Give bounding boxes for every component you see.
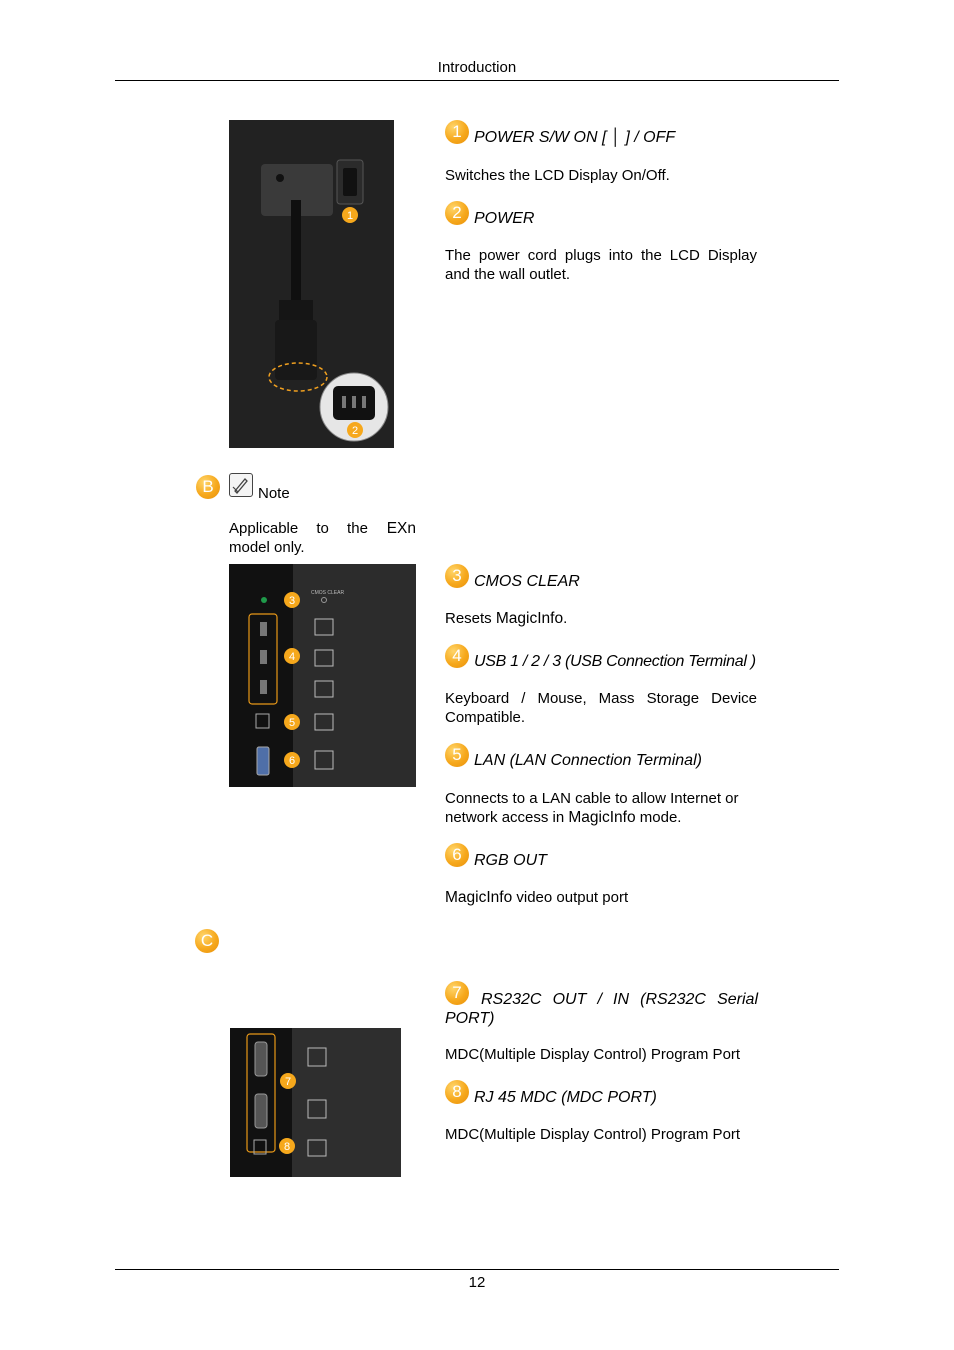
section-b-marker — [196, 475, 220, 499]
number-badge-7: 7 — [445, 981, 469, 1005]
item-5 — [445, 743, 469, 767]
note-label: Note — [258, 485, 290, 502]
exn-panel-photo — [229, 564, 416, 787]
item-3-desc — [445, 609, 757, 628]
item-4-title: USB 1 / 2 / 3 (USB Connection Terminal ) — [474, 653, 756, 670]
svg-text:6: 6 — [288, 755, 296, 767]
item-6-title: RGB OUT — [474, 852, 547, 869]
number-badge-4: 4 — [445, 644, 469, 668]
page-header-title: Introduction — [437, 59, 517, 76]
applicable-model: EXn — [386, 520, 416, 537]
section-badge-c: C — [195, 929, 219, 953]
item-5-desc-end: mode. — [635, 809, 682, 826]
item-7-desc: MDC(Multiple Display Control) Program Port — [445, 1046, 741, 1063]
svg-text:5: 5 — [288, 717, 296, 729]
magicinfo-term: MagicInfo — [445, 889, 513, 906]
item-6-desc-end: video output port — [512, 889, 629, 906]
svg-text:7: 7 — [284, 1076, 292, 1088]
section-badge-b: B — [196, 475, 220, 499]
applicable-tail: model only. — [229, 539, 305, 556]
svg-text:3: 3 — [288, 595, 296, 607]
item-5-title: LAN (LAN Connection Terminal) — [474, 752, 702, 769]
footer-rule — [115, 1269, 839, 1270]
item-1-desc: Switches the LCD Display On/Off. — [445, 167, 670, 184]
item-8 — [445, 1080, 469, 1104]
svg-text:4: 4 — [288, 651, 296, 663]
item-3-title: CMOS CLEAR — [474, 573, 580, 590]
item-2-desc: The power cord plugs into the LCD Display and the wall outlet. — [445, 247, 757, 283]
mdc-panel-photo — [230, 1028, 401, 1177]
number-badge-1: 1 — [445, 120, 469, 144]
item-4-desc: Keyboard / Mouse, Mass Storage Device Compatible. — [445, 690, 757, 726]
number-badge-2: 2 — [445, 201, 469, 225]
item-2-title: POWER — [474, 210, 535, 227]
number-badge-8: 8 — [445, 1080, 469, 1104]
item-4 — [445, 644, 469, 668]
item-3-desc-text: Resets — [445, 610, 496, 627]
magicinfo-term: MagicInfo — [495, 610, 564, 627]
svg-text:8: 8 — [283, 1141, 291, 1153]
item-3-desc-end: . — [563, 610, 568, 627]
item-8-desc: MDC(Multiple Display Control) Program Port — [445, 1126, 741, 1143]
note-icon — [229, 473, 253, 501]
svg-text:2: 2 — [351, 425, 359, 437]
item-6 — [445, 843, 469, 867]
item-8-title: RJ 45 MDC (MDC PORT) — [474, 1089, 657, 1106]
svg-text:1: 1 — [346, 210, 354, 222]
applicable-text: Applicable to the — [229, 520, 368, 537]
item-1-title: POWER S/W ON [ │ ] / OFF — [474, 129, 676, 146]
panel-cmos-label: CMOS CLEAR — [311, 590, 345, 596]
number-badge-3: 3 — [445, 564, 469, 588]
item-5-desc — [445, 789, 757, 827]
header-rule — [115, 80, 839, 81]
number-badge-6: 6 — [445, 843, 469, 867]
magicinfo-term: MagicInfo — [568, 809, 636, 826]
number-badge-5: 5 — [445, 743, 469, 767]
applicable-note — [229, 519, 416, 557]
power-panel-photo — [229, 120, 394, 448]
section-c-marker — [195, 929, 219, 953]
item-5-desc-text: Connects to a LAN cable to allow Internet or network access in — [445, 790, 739, 826]
item-3 — [445, 564, 469, 588]
item-6-desc — [445, 888, 757, 907]
item-1 — [445, 120, 469, 144]
page-number: 12 — [468, 1274, 486, 1291]
item-2 — [445, 201, 469, 225]
item-7-title: RS232C OUT / IN (RS232C Serial PORT) — [445, 991, 758, 1027]
